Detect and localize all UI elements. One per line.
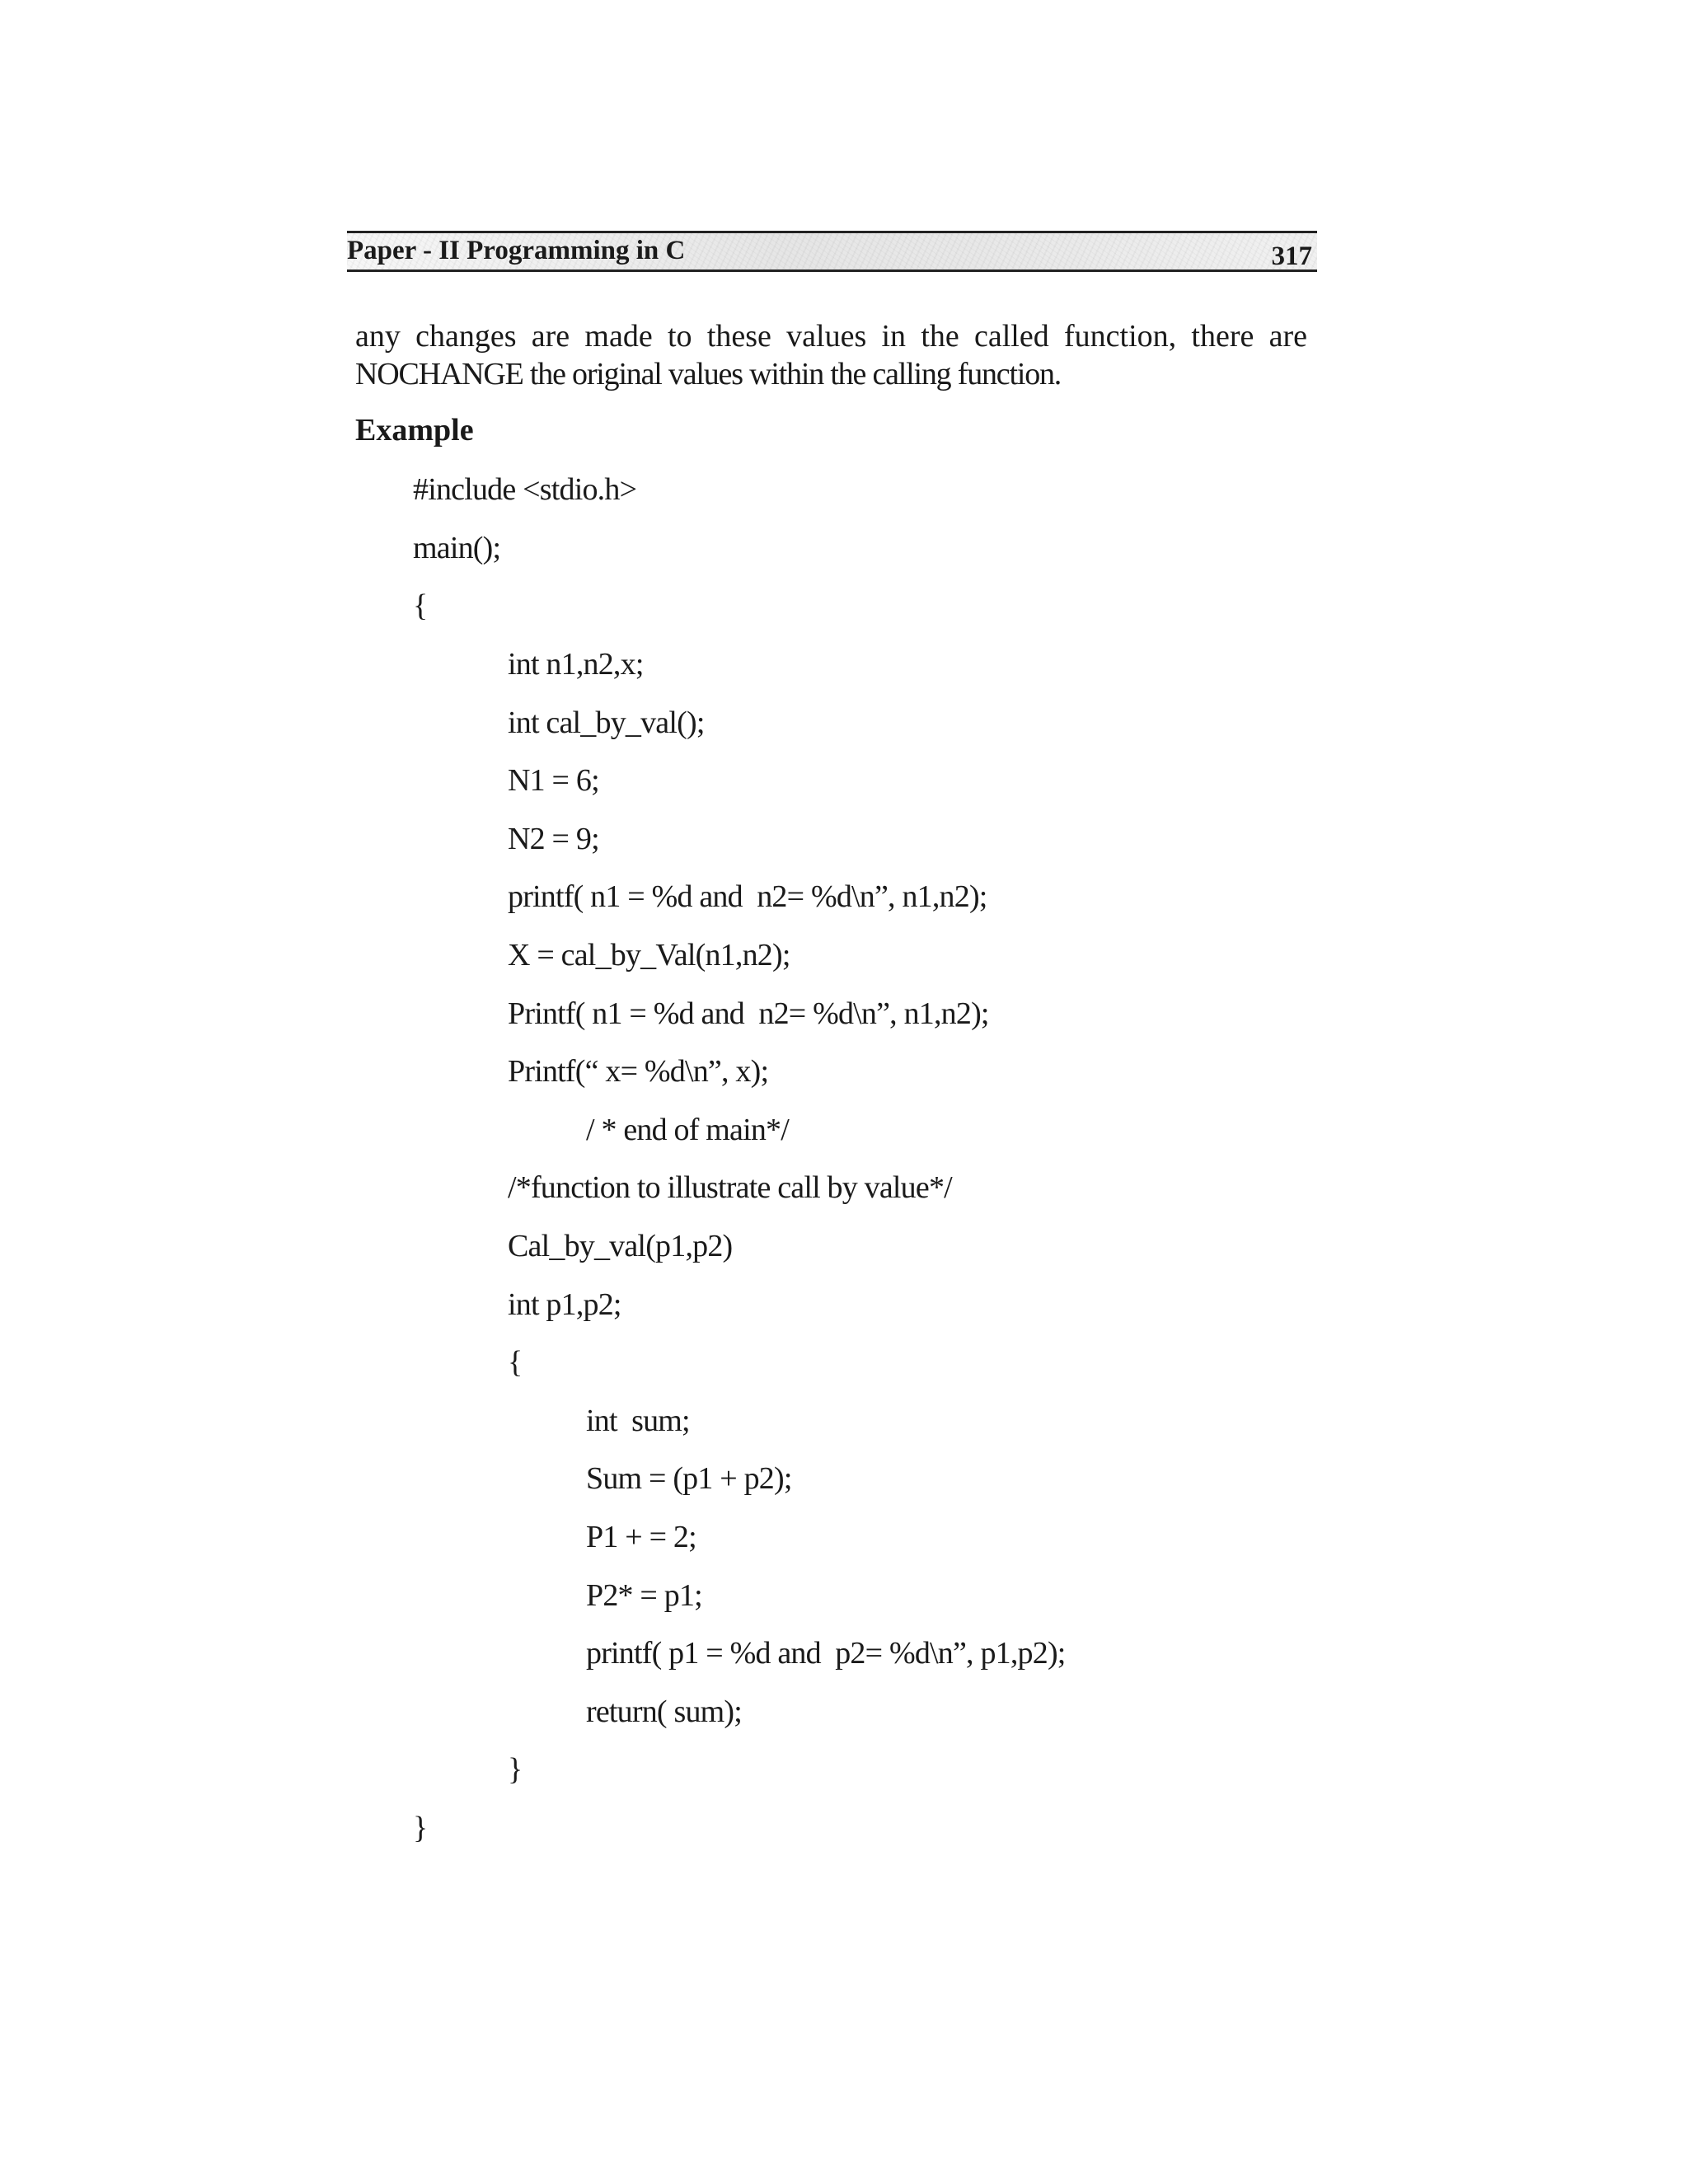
code-line-end-main-comment: / * end of main*/ [586,1113,790,1147]
code-line-include: #include <stdio.h> [413,472,637,507]
code-line-decl-vars: int n1,n2,x; [508,647,644,682]
code-line-decl-func: int cal_by_val(); [508,705,705,740]
code-line-func-open: { [508,1345,523,1380]
code-line-p2-update: P2* = p1; [586,1578,702,1613]
code-line-decl-sum: int sum; [586,1404,690,1438]
code-line-main-open: { [413,588,428,623]
page-header [347,231,1317,272]
code-line-call-x: X = cal_by_Val(n1,n2); [508,938,790,972]
code-line-func-close: } [508,1752,523,1787]
code-line-param-decl: int p1,p2; [508,1287,621,1322]
code-line-main-decl: main(); [413,531,501,565]
code-line-sum-assign: Sum = (p1 + p2); [586,1461,792,1496]
code-line-printf-4: printf( p1 = %d and p2= %d\n”, p1,p2); [586,1636,1066,1671]
code-line-return: return( sum); [586,1694,743,1729]
code-line-assign-n2: N2 = 9; [508,822,599,856]
intro-line-2: NOCHANGE the original values within the calling function. [355,357,1062,391]
example-heading: Example [355,413,474,448]
page-number: 317 [1271,241,1312,271]
intro-paragraph [355,317,1307,393]
code-line-printf-2: Printf( n1 = %d and n2= %d\n”, n1,n2); [508,996,989,1031]
code-line-printf-3: Printf(“ x= %d\n”, x); [508,1054,769,1089]
code-line-func-header: Cal_by_val(p1,p2) [508,1229,733,1263]
code-line-printf-1: printf( n1 = %d and n2= %d\n”, n1,n2); [508,879,987,914]
code-line-func-comment: /*function to illustrate call by value*/ [508,1170,952,1205]
code-line-main-close: } [413,1811,428,1845]
header-title: Paper - II Programming in C [347,236,686,265]
intro-line-1: any changes are made to these values in the called function, there are [355,319,1307,354]
code-line-p1-update: P1 + = 2; [586,1520,696,1554]
code-line-assign-n1: N1 = 6; [508,763,599,798]
